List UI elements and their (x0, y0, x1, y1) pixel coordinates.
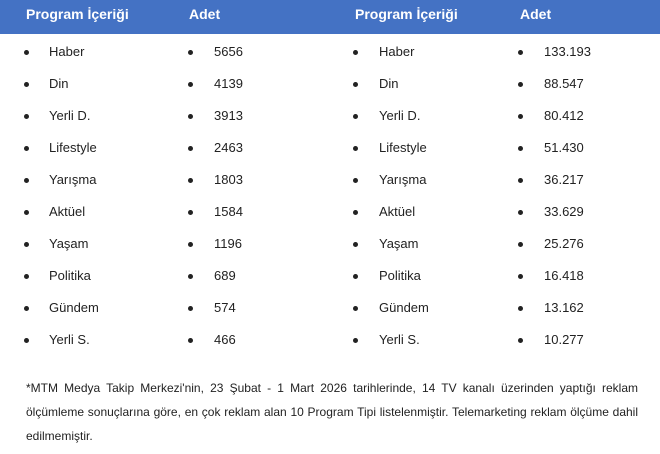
count-right: 33.629 (544, 204, 584, 219)
bullet-icon (188, 306, 193, 311)
program-name-left: Gündem (49, 300, 99, 315)
table-header (0, 0, 660, 33)
table-row (0, 68, 660, 100)
program-name-right: Din (379, 76, 399, 91)
count-right: 36.217 (544, 172, 584, 187)
count-right: 25.276 (544, 236, 584, 251)
bullet-icon (353, 178, 358, 183)
bullet-icon (353, 50, 358, 55)
program-name-left: Lifestyle (49, 140, 97, 155)
bullet-icon (24, 82, 29, 87)
table-row (0, 164, 660, 196)
header-program-left: Program İçeriği (26, 6, 129, 22)
bullet-icon (24, 242, 29, 247)
bullet-icon (188, 338, 193, 343)
program-name-right: Yarışma (379, 172, 427, 187)
bullet-icon (353, 306, 358, 311)
bullet-icon (353, 146, 358, 151)
bullet-icon (518, 146, 523, 151)
bullet-icon (188, 178, 193, 183)
table-row (0, 132, 660, 164)
table-row (0, 196, 660, 228)
program-name-right: Yerli D. (379, 108, 421, 123)
header-count-left: Adet (189, 6, 221, 22)
bullet-icon (24, 50, 29, 55)
count-right: 13.162 (544, 300, 584, 315)
bullet-icon (188, 82, 193, 87)
table-row (0, 228, 660, 260)
bullet-icon (353, 274, 358, 279)
bullet-icon (353, 242, 358, 247)
count-right: 80.412 (544, 108, 584, 123)
program-name-right: Aktüel (379, 204, 416, 219)
bullet-icon (24, 146, 29, 151)
program-name-left: Yerli D. (49, 108, 91, 123)
bullet-icon (518, 210, 523, 215)
table-row (0, 292, 660, 324)
count-left: 3913 (214, 108, 243, 123)
bullet-icon (24, 306, 29, 311)
bullet-icon (24, 338, 29, 343)
bullet-icon (24, 114, 29, 119)
bullet-icon (188, 114, 193, 119)
count-right: 16.418 (544, 268, 584, 283)
count-left: 1196 (214, 236, 242, 251)
bullet-icon (518, 82, 523, 87)
program-name-left: Din (49, 76, 69, 91)
header-program-right: Program İçeriği (355, 6, 458, 22)
count-right: 88.547 (544, 76, 584, 91)
program-name-right: Yaşam (379, 236, 419, 251)
bullet-icon (518, 306, 523, 311)
bullet-icon (188, 242, 193, 247)
header-count-right: Adet (520, 6, 552, 22)
table-row (0, 324, 660, 356)
count-left: 5656 (214, 44, 243, 59)
bullet-icon (188, 210, 193, 215)
program-name-left: Yerli S. (49, 332, 90, 347)
bullet-icon (518, 178, 523, 183)
program-name-left: Yaşam (49, 236, 89, 251)
header-divider (0, 33, 660, 34)
program-name-right: Gündem (379, 300, 429, 315)
bullet-icon (518, 242, 523, 247)
bullet-icon (24, 210, 29, 215)
bullet-icon (24, 274, 29, 279)
table-row (0, 36, 660, 68)
count-left: 466 (214, 332, 236, 347)
table-row (0, 100, 660, 132)
bullet-icon (188, 50, 193, 55)
count-right: 133.193 (544, 44, 591, 59)
bullet-icon (353, 338, 358, 343)
program-name-left: Yarışma (49, 172, 97, 187)
count-left: 2463 (214, 140, 243, 155)
count-left: 1803 (214, 172, 243, 187)
bullet-icon (518, 50, 523, 55)
program-name-right: Yerli S. (379, 332, 420, 347)
count-right: 10.277 (544, 332, 584, 347)
bullet-icon (353, 82, 358, 87)
bullet-icon (24, 178, 29, 183)
program-name-left: Aktüel (49, 204, 86, 219)
count-left: 4139 (214, 76, 243, 91)
bullet-icon (188, 274, 193, 279)
bullet-icon (518, 338, 523, 343)
bullet-icon (518, 114, 523, 119)
count-left: 689 (214, 268, 236, 283)
program-name-left: Haber (49, 44, 85, 59)
bullet-icon (518, 274, 523, 279)
bullet-icon (353, 114, 358, 119)
count-left: 1584 (214, 204, 243, 219)
program-name-right: Lifestyle (379, 140, 427, 155)
bullet-icon (353, 210, 358, 215)
count-left: 574 (214, 300, 236, 315)
program-name-left: Politika (49, 268, 91, 283)
program-name-right: Haber (379, 44, 415, 59)
bullet-icon (188, 146, 193, 151)
table-row (0, 260, 660, 292)
footnote: *MTM Medya Takip Merkezi'nin, 23 Şubat - 1 Mart 2026 tarihlerinde, 14 TV kanalı üzerinden yaptığı reklam ölçümleme sonuçlarına göre, en çok reklam alan 10 Program Tipi listelenmiştir. Telemarketing reklam ölçüme dahil edilmemiştir. (26, 381, 638, 443)
count-right: 51.430 (544, 140, 584, 155)
program-name-right: Politika (379, 268, 421, 283)
